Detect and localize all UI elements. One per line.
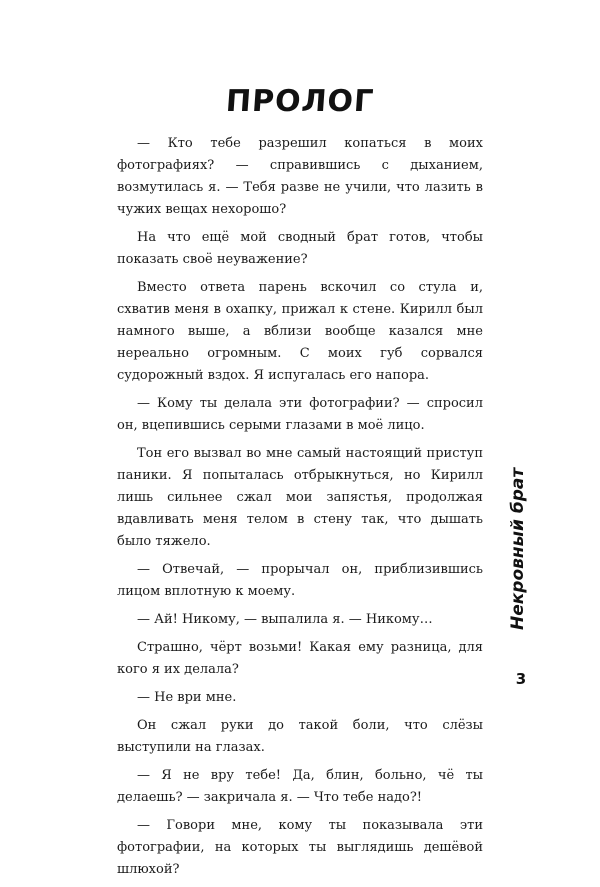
paragraph: — Ай! Никому, — выпалила я. — Никому…: [137, 612, 433, 627]
paragraph: — Я не вру тебе! Да, блин, больно, чё ты делаешь? — закричала я. — Что тебе надо?!: [117, 768, 483, 805]
paragraph: — Кто тебе разрешил копаться в моих фотографиях? — справившись с дыханием, возмутилась я. — Тебя разве не учили, что лазить в чужих вещах нехорошо?: [117, 136, 483, 217]
paragraph: Тон его вызвал во мне самый настоящий приступ паники. Я попыталась отбрыкнуться, но Кирилл лишь сильнее сжал мои запястья, продолжая вдавливать меня телом в стену так, что дышать было тяжело.: [117, 446, 483, 549]
body-text: [117, 133, 483, 887]
paragraph: — Отвечай, — прорычал он, приблизившись лицом вплотную к моему.: [117, 562, 483, 599]
paragraph: — Кому ты делала эти фотографии? — спросил он, вцепившись серыми глазами в моё лицо.: [117, 396, 483, 433]
paragraph: Страшно, чёрт возьми! Какая ему разница, для кого я их делала?: [117, 640, 483, 677]
chapter-title: ПРОЛОГ: [224, 84, 376, 119]
paragraph: Он сжал руки до такой боли, что слёзы выступили на глазах.: [117, 718, 483, 755]
paragraph: — Не ври мне.: [137, 690, 237, 705]
paragraph: На что ещё мой сводный брат готов, чтобы показать своё неуважение?: [117, 230, 483, 267]
paragraph: — Говори мне, кому ты показывала эти фотографии, на которых ты выглядишь дешёвой шлюхой?: [117, 818, 483, 877]
running-book-title: Некровный брат: [508, 467, 528, 630]
page-number: 3: [515, 670, 527, 688]
paragraph: Вместо ответа парень вскочил со стула и, схватив меня в охапку, прижал к стене. Кирилл был намного выше, а вблизи вообще казался мне нереально огромным. С моих губ сорвался судорожный вздох. Я испугалась его напора.: [117, 280, 483, 383]
